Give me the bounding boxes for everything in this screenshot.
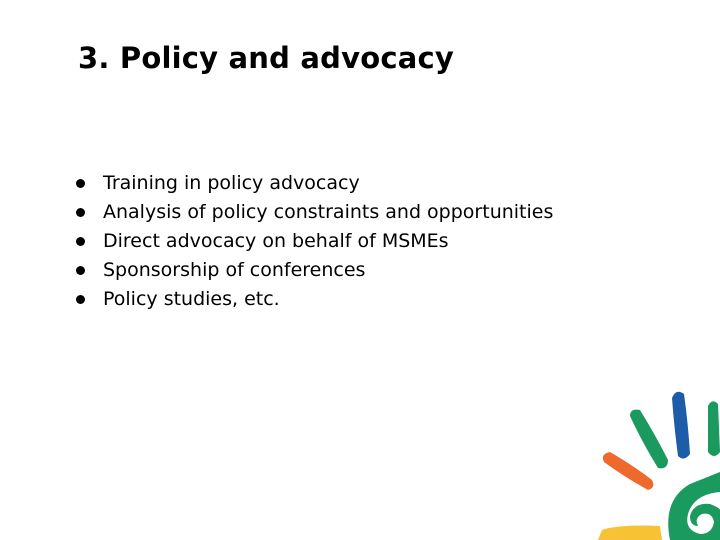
bullet-text: Policy studies, etc. [103, 288, 280, 310]
logo-green-petal-right [708, 401, 720, 456]
bullet-dot-icon [76, 237, 85, 246]
bullet-dot-icon [76, 266, 85, 275]
logo-blue-petal [672, 392, 690, 459]
bullet-dot-icon [76, 295, 85, 304]
logo-orange-petal [603, 452, 653, 490]
bullet-dot-icon [76, 179, 85, 188]
bullet-text: Training in policy advocacy [103, 172, 360, 194]
slide-title: 3. Policy and advocacy [78, 41, 455, 75]
bullet-text: Sponsorship of conferences [103, 259, 366, 281]
logo-yellow-petal [598, 526, 662, 540]
logo-green-spiral [668, 472, 720, 540]
bullet-text: Direct advocacy on behalf of MSMEs [103, 230, 449, 252]
bullet-text: Analysis of policy constraints and opportunities [103, 201, 554, 223]
bullet-dot-icon [76, 208, 85, 217]
sunburst-logo-icon [590, 390, 720, 540]
logo-green-petal [630, 410, 668, 469]
